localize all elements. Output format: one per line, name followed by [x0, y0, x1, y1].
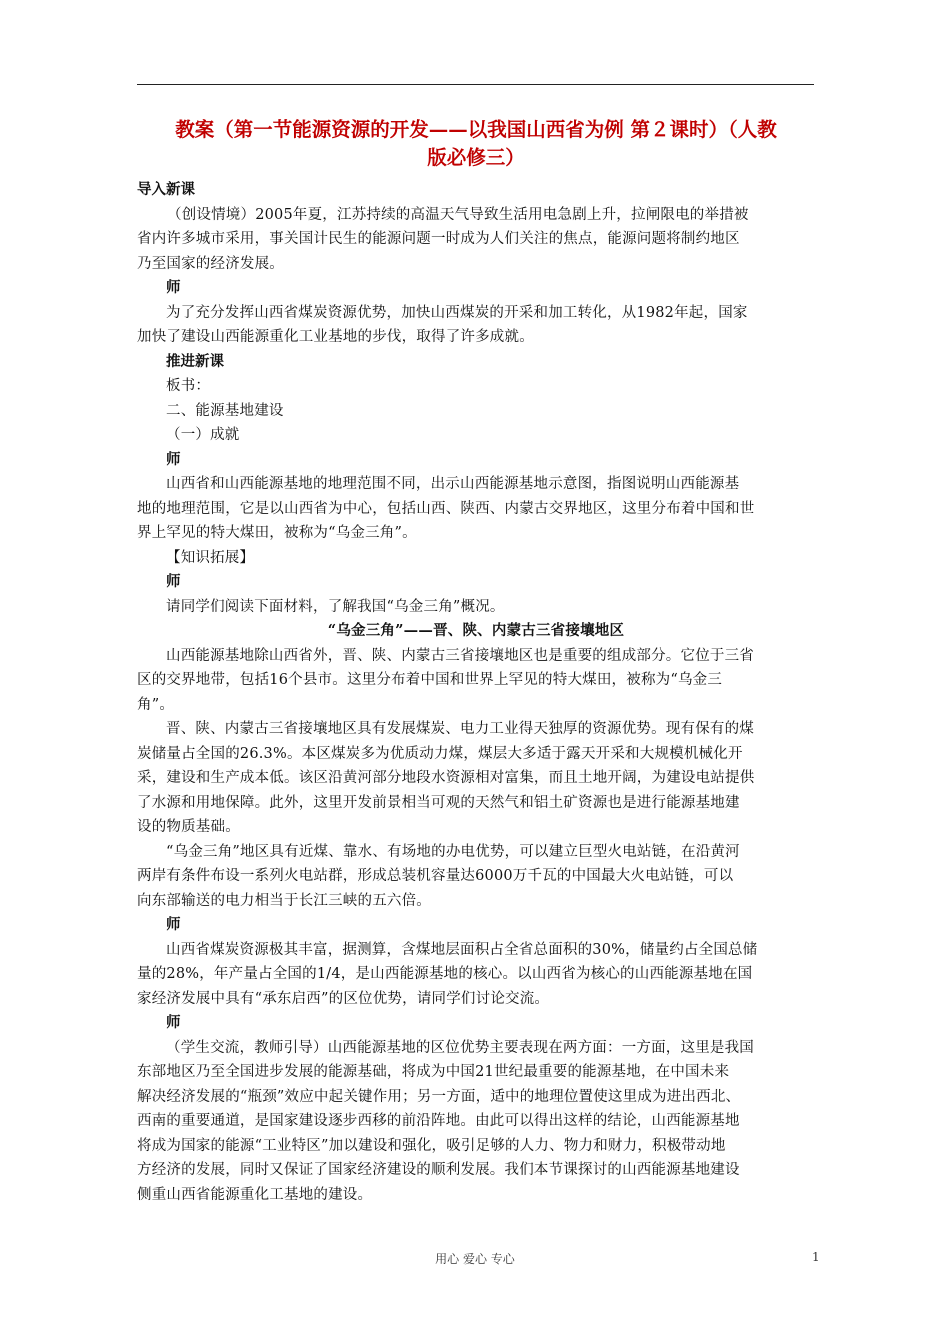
- text-line: 解决经济发展的“瓶颈”效应中起关键作用；另一方面，适中的地理位置使这里成为进出西北、: [137, 1088, 741, 1105]
- paragraph-7: [137, 840, 815, 914]
- text-line: 炭储量占全国的26.3%。本区煤炭多为优质动力煤，煤层大多适于露天开采和大规模机械化开: [137, 745, 743, 762]
- paragraph-intro-2: [137, 301, 815, 350]
- text-line: 侧重山西省能源重化工基地的建设。: [137, 1186, 373, 1203]
- text-line: 乃至国家的经济发展。: [137, 255, 284, 272]
- board-line-2: （一）成就: [166, 427, 240, 443]
- paragraph-6: [137, 717, 815, 840]
- teacher-label: 师: [166, 450, 181, 468]
- text-line: 采，建设和生产成本低。该区沿黄河部分地段水资源相对富集，而且土地开阔，为建设电站提供: [137, 770, 755, 786]
- text-line: 角”。: [137, 696, 175, 713]
- text-line: 将成为国家的能源“工业特区”加以建设和强化，吸引足够的人力、物力和财力，积极带动地: [137, 1137, 726, 1154]
- text-line: 东部地区乃至全国进步发展的能源基础，将成为中国21世纪最重要的能源基地，在中国未来: [137, 1064, 730, 1080]
- teacher-label: 师: [166, 1014, 181, 1031]
- paragraph-intro-1: [137, 203, 815, 277]
- text-line: 西南的重要通道，是国家建设逐步西移的前沿阵地。由此可以得出这样的结论，山西能源基地: [137, 1113, 740, 1129]
- board-label: 板书：: [166, 378, 211, 394]
- text-line: 区的交界地带，包括16个县市。这里分布着中国和世界上罕见的特大煤田，被称为“乌金三: [137, 672, 723, 688]
- document-title: [137, 116, 815, 172]
- text-line: 加快了建设山西能源重化工业基地的步伐，取得了许多成就。: [137, 329, 534, 345]
- page-number: 1: [812, 1250, 820, 1264]
- paragraph-8: [137, 938, 815, 1012]
- text-line: 为了充分发挥山西省煤炭资源优势，加快山西煤炭的开采和加工转化，从1982年起，国家: [166, 304, 748, 321]
- text-line: 省内许多城市采用，事关国计民生的能源问题一时成为人们关注的焦点，能源问题将制约地区: [137, 231, 740, 247]
- paragraph-4: 请同学们阅读下面材料，了解我国“乌金三角”概况。: [166, 598, 505, 615]
- text-line: （学生交流，教师引导）山西能源基地的区位优势主要表现在两方面：一方面，这里是我国: [166, 1039, 754, 1056]
- text-line: （创设情境）2005年夏，江苏持续的高温天气导致生活用电急剧上升，拉闸限电的举措被: [167, 206, 749, 223]
- text-line: 设的物质基础。: [137, 819, 240, 835]
- document-body: [137, 116, 815, 1207]
- text-line: 地的地理范围，它是以山西省为中心，包括山西、陕西、内蒙古交界地区，这里分布着中国和世: [137, 500, 755, 517]
- text-line: 家经济发展中具有“承东启西”的区位优势，请同学们讨论交流。: [137, 990, 550, 1007]
- footer-motto: 用心 爱心 专心: [435, 1252, 515, 1266]
- paragraph-3: [137, 472, 815, 546]
- text-line: 山西省煤炭资源极其丰富，据测算，含煤地层面积占全省总面积的30%，储量约占全国总储: [166, 941, 758, 958]
- text-line: 山西省和山西能源基地的地理范围不同，出示山西能源基地示意图，指图说明山西能源基: [166, 476, 740, 492]
- reading-subtitle: “乌金三角”——晋、陕、内蒙古三省接壤地区: [327, 622, 625, 639]
- board-line-1: 二、能源基地建设: [166, 402, 284, 419]
- text-line: 了水源和用地保障。此外，这里开发前景相当可观的天然气和铝土矿资源也是进行能源基地建: [137, 794, 740, 811]
- text-line: 界上罕见的特大煤田，被称为“乌金三角”。: [137, 525, 417, 541]
- text-line: 方经济的发展，同时又保证了国家经济建设的顺利发展。我们本节课探讨的山西能源基地建设: [137, 1162, 740, 1178]
- paragraph-5: [137, 644, 815, 718]
- text-line: 向东部输送的电力相当于长江三峡的五六倍。: [137, 892, 431, 909]
- title-line-1: 教案（第一节能源资源的开发——以我国山西省为例 第２课时）（人教: [175, 118, 777, 141]
- section-heading-new: 推进新课: [166, 352, 224, 370]
- text-line: 两岸有条件布设一系列火电站群，形成总装机容量达6000万千瓦的中国最大火电站链，可以: [137, 868, 734, 884]
- knowledge-expand-label: 【知识拓展】: [166, 549, 255, 566]
- paragraph-9: [137, 1036, 815, 1208]
- header-rule: [137, 84, 814, 85]
- teacher-label: 师: [166, 279, 181, 296]
- section-heading-intro: 导入新课: [137, 181, 195, 198]
- text-line: 晋、陕、内蒙古三省接壤地区具有发展煤炭、电力工业得天独厚的资源优势。现有保有的煤: [166, 721, 754, 737]
- text-line: 量的28%，年产量占全国的1/4，是山西能源基地的核心。以山西省为核心的山西能源基地在国: [137, 966, 753, 982]
- teacher-label: 师: [166, 573, 181, 590]
- title-line-2: 版必修三）: [427, 146, 525, 169]
- teacher-label: 师: [166, 916, 181, 933]
- text-line: “乌金三角”地区具有近煤、靠水、有场地的办电优势，可以建立巨型火电站链，在沿黄河: [166, 843, 740, 860]
- text-line: 山西能源基地除山西省外，晋、陕、内蒙古三省接壤地区也是重要的组成部分。它位于三省: [166, 647, 754, 664]
